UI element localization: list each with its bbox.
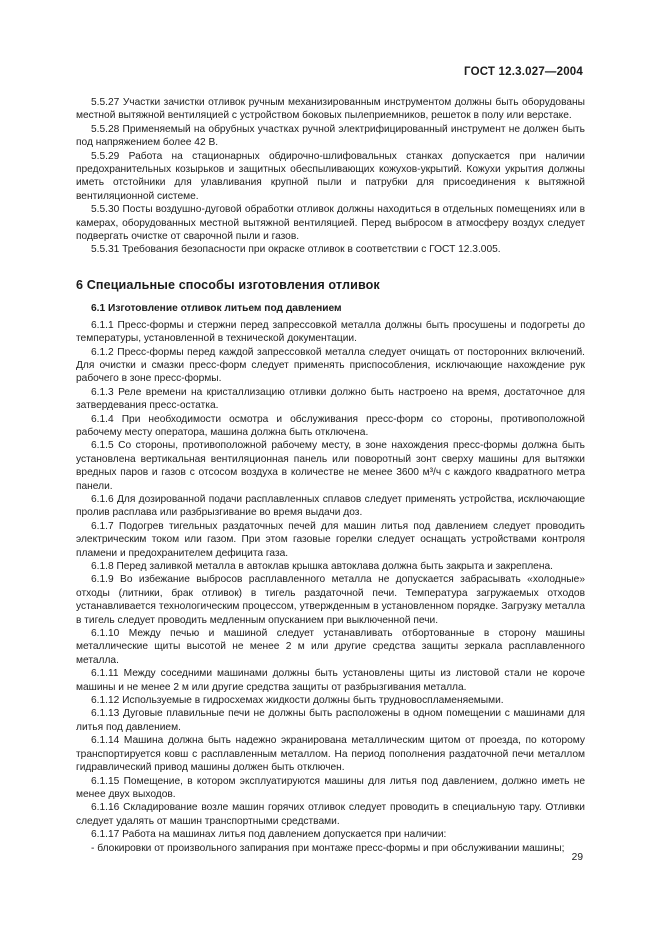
document-code: ГОСТ 12.3.027—2004	[464, 66, 583, 78]
section-heading: 6 Специальные способы изготовления отливок	[76, 277, 380, 292]
paragraph: 5.5.28 Применяемый на обрубных участках ручной электрифицированный инструмент не должен быть под напряжением более 42 В.	[76, 123, 585, 149]
paragraph: 5.5.31 Требования безопасности при окраске отливок в соответствии с ГОСТ 12.3.005.	[91, 244, 501, 256]
paragraph: 6.1.11 Между соседними машинами должны быть установлены щиты из листовой стали не короче машины и не менее 2 м или другие средства защиты от разбрызгивания металла.	[76, 668, 585, 693]
paragraph: 6.1.2 Пресс-формы перед каждой запрессовкой металла следует очищать от посторонних включений. Для очистки и смазки пресс-форм следует применять приспособления, исключающие нахождение рук рабочего в зоне пресс-формы.	[76, 346, 585, 385]
paragraph: 6.1.13 Дуговые плавильные печи не должны быть расположены в одном помещении с машинами для литья под давлением.	[76, 708, 585, 733]
paragraph: 6.1.10 Между печью и машиной следует устанавливать отбортованные в сторону машины металлические щиты высотой не менее 2 м или другие средства защиты зеркала расплавленного металла.	[76, 628, 585, 666]
paragraph: 6.1.9 Во избежание выбросов расплавленного металла не допускается забрасывать «холодные» отходы (литники, брак отливок) в тигель раздаточной печи. Температура загружаемых отходов устанавливается технологическим процессом, утвержденным в установленном порядке. Загрузку металла в тигель следует проводить медленным опусканием при выключенной печи.	[76, 574, 585, 626]
paragraph: 5.5.27 Участки зачистки отливок ручным механизированным инструментом должны быть оборудованы местной вытяжной вентиляцией с устройством боковых пылеприемников, решеток в полу или верстаке.	[76, 97, 585, 122]
subsection-heading: 6.1 Изготовление отливок литьем под давлением	[91, 303, 342, 315]
paragraph: 6.1.15 Помещение, в котором эксплуатируются машины для литья под давлением, должно иметь не менее двух выходов.	[76, 775, 585, 800]
paragraph: 6.1.12 Используемые в гидросхемах жидкости должны быть трудновоспламеняемыми.	[91, 695, 504, 707]
page-body	[76, 96, 585, 855]
paragraph: 6.1.8 Перед заливкой металла в автоклав крышка автоклава должна быть закрыта и закреплена.	[91, 561, 553, 572]
paragraph: 5.5.29 Работа на стационарных обдирочно-шлифовальных станках допускается при наличии предохранительных козырьков и защитных обеспыливающих кожухов-укрытий. Кожухи укрытия должны иметь отстойники для улавливания крупной пыли и патрубки для присоединения к вытяжной вентиляционной системе.	[76, 150, 585, 202]
page-number: 29	[571, 852, 583, 863]
paragraph: 6.1.4 При необходимости осмотра и обслуживания пресс-форм со стороны, противоположной рабочему месту оператора, машина должна быть отключена.	[76, 413, 585, 438]
paragraph: 6.1.7 Подогрев тигельных раздаточных печей для машин литья под давлением следует проводить электрическим током или газом. При этом газовые горелки следует оснащать устройствами контроля пламени и предохранителем дефицита газа.	[76, 520, 585, 559]
paragraph: 6.1.14 Машина должна быть надежно экранирована металлическим щитом от проезда, по которому транспортируется ковш с расплавленным металлом. На период пополнения раздаточной печи металлом гидравлический привод машины должен быть отключен.	[76, 735, 585, 774]
paragraph: 6.1.6 Для дозированной подачи расплавленных сплавов следует применять устройства, исключающие пролив расплава или разбрызгивание во время выдачи доз.	[76, 493, 585, 519]
paragraph: 6.1.17 Работа на машинах литья под давлением допускается при наличии:	[91, 829, 447, 841]
paragraph: 5.5.30 Посты воздушно-дуговой обработки отливок должны находиться в отдельных помещениях или в камерах, оборудованных местной вытяжной вентиляцией. Перед выбросом в атмосферу воздух следует подвергать очистке от сварочной пыли и газов.	[76, 204, 585, 243]
paragraph: 6.1.5 Со стороны, противоположной рабочему месту, в зоне нахождения пресс-формы должна быть установлена вертикальная вентиляционная панель или поворотный зонт сверху машины для вытяжки вредных паров и газов с отсосом воздуха в количестве не менее 3600 м³/ч с каждого квадратного метра панели.	[76, 440, 585, 492]
list-item: - блокировки от произвольного запирания при монтаже пресс-формы и при обслуживании машины;	[91, 842, 565, 854]
paragraph: 6.1.16 Складирование возле машин горячих отливок следует проводить в специальную тару. Отливки следует удалять от машин транспортными средствами.	[76, 802, 585, 827]
paragraph: 6.1.1 Пресс-формы и стержни перед запрессовкой металла должны быть просушены и подогреты до температуры, установленной в технической документации.	[76, 319, 585, 345]
paragraph: 6.1.3 Реле времени на кристаллизацию отливки должно быть настроено на время, достаточное для затвердевания пресс-остатка.	[76, 386, 585, 412]
